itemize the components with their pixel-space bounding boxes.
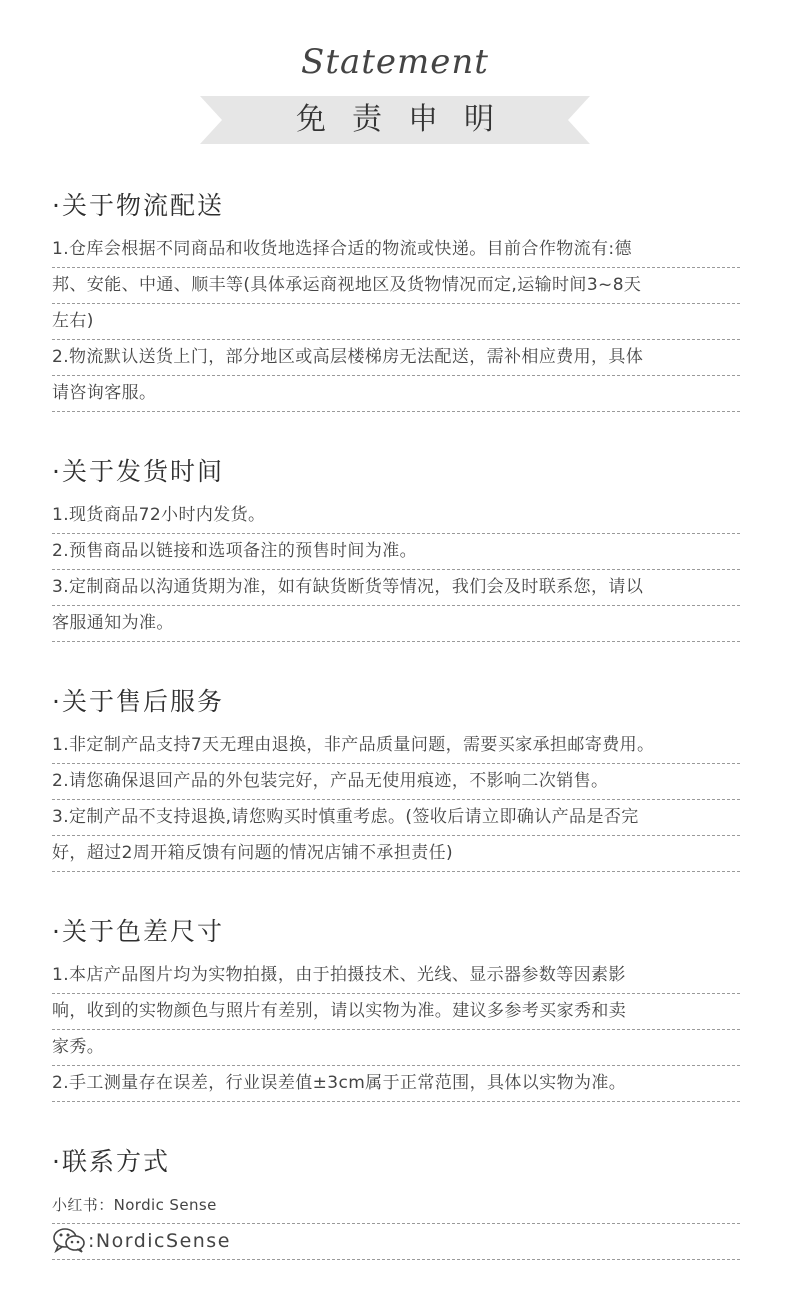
section-color-size [52, 914, 740, 1102]
list-item [52, 800, 740, 872]
section-title: ·关于色差尺寸 [52, 917, 224, 946]
list-item [52, 232, 740, 340]
list-item [52, 1066, 740, 1102]
text-line: 1.非定制产品支持7天无理由退换，非产品质量问题，需要买家承担邮寄费用。 [52, 728, 740, 764]
section-title: ·关于发货时间 [52, 457, 224, 486]
section-logistics [52, 188, 740, 412]
section-after-sales [52, 684, 740, 872]
banner-title: 免责申明 [296, 102, 520, 137]
list-item [52, 728, 740, 764]
text-line: 2.物流默认送货上门，部分地区或高层楼梯房无法配送，需补相应费用，具体 [52, 340, 740, 376]
text-line: 2.请您确保退回产品的外包装完好，产品无使用痕迹，不影响二次销售。 [52, 764, 740, 800]
text-line: 响，收到的实物颜色与照片有差别，请以实物为准。建议多参考买家秀和卖 [52, 994, 740, 1030]
list-item [52, 764, 740, 800]
text-line: 左右) [52, 304, 740, 340]
content [52, 188, 740, 1302]
list-item [52, 958, 740, 1066]
text-line: 2.手工测量存在误差，行业误差值±3cm属于正常范围，具体以实物为准。 [52, 1066, 740, 1102]
text-line: 邦、安能、中通、顺丰等(具体承运商视地区及货物情况而定,运输时间3~8天 [52, 268, 740, 304]
text-line: 请咨询客服。 [52, 376, 740, 412]
list-item [52, 534, 740, 570]
section-shipping-time [52, 454, 740, 642]
section-title: ·联系方式 [52, 1147, 170, 1176]
text-line: 2.预售商品以链接和选项备注的预售时间为准。 [52, 534, 740, 570]
section-contact [52, 1144, 740, 1260]
list-item [52, 340, 740, 412]
text-line: 1.仓库会根据不同商品和收货地选择合适的物流或快递。目前合作物流有:德 [52, 232, 740, 268]
text-line: 好，超过2周开箱反馈有问题的情况店铺不承担责任) [52, 836, 740, 872]
text-line: 客服通知为准。 [52, 606, 740, 642]
text-line: 1.现货商品72小时内发货。 [52, 498, 740, 534]
xiaohongshu-contact: 小红书：Nordic Sense [52, 1188, 740, 1224]
wechat-id: :NordicSense [88, 1230, 231, 1252]
wechat-icon [52, 1227, 86, 1253]
wechat-contact [52, 1224, 740, 1260]
text-line: 3.定制产品不支持退换,请您购买时慎重考虑。(签收后请立即确认产品是否完 [52, 800, 740, 836]
list-item [52, 570, 740, 642]
list-item [52, 498, 740, 534]
section-title: ·关于售后服务 [52, 687, 224, 716]
text-line: 1.本店产品图片均为实物拍摄，由于拍摄技术、光线、显示器参数等因素影 [52, 958, 740, 994]
text-line: 家秀。 [52, 1030, 740, 1066]
section-title: ·关于物流配送 [52, 191, 224, 220]
script-title: Statement [301, 42, 489, 82]
header [0, 0, 790, 150]
text-line: 3.定制商品以沟通货期为准，如有缺货断货等情况，我们会及时联系您，请以 [52, 570, 740, 606]
